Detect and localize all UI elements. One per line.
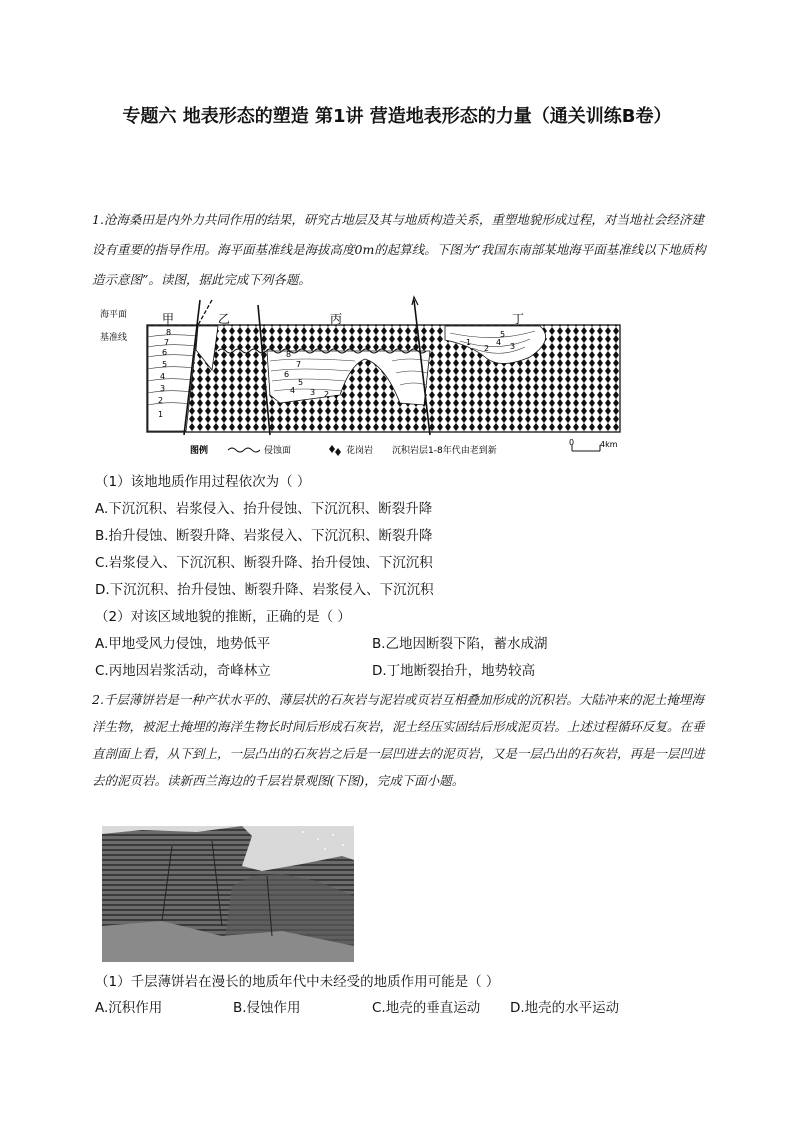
layer-number: 3 <box>160 384 166 393</box>
layer-number: 3 <box>310 388 316 397</box>
scale-zero-label: 0 <box>569 438 575 447</box>
layer-number: 4 <box>496 338 502 347</box>
granite-legend-icon <box>329 445 341 456</box>
layer-number: 8 <box>286 350 292 359</box>
pancake-rocks-photo <box>102 826 354 962</box>
scale-length-label: 4km <box>600 440 618 449</box>
layer-number: 4 <box>160 372 166 381</box>
option-1-1-b[interactable]: B.抬升侵蚀、断裂升降、岩浆侵入、下沉沉积、断裂升降 <box>95 528 433 544</box>
question-2-1: （1）千层薄饼岩在漫长的地质年代中未经受的地质作用可能是（ ） <box>95 974 500 990</box>
option-2-1-a[interactable]: A.沉积作用 <box>95 1000 163 1016</box>
option-1-2-d[interactable]: D.丁地断裂抬升，地势较高 <box>372 663 536 679</box>
layer-number: 8 <box>166 328 172 337</box>
option-2-1-d[interactable]: D.地壳的水平运动 <box>510 1000 620 1016</box>
erosion-surface-legend-icon <box>228 448 260 452</box>
option-1-1-a[interactable]: A.下沉沉积、岩浆侵入、抬升侵蚀、下沉沉积、断裂升降 <box>95 501 433 517</box>
region-label-jia: 甲 <box>162 312 175 326</box>
layer-number: 7 <box>164 338 170 347</box>
layer-number: 2 <box>324 390 330 399</box>
baseline-label: 基准线 <box>100 333 128 343</box>
option-2-1-b[interactable]: B.侵蚀作用 <box>233 1000 301 1016</box>
option-1-2-c[interactable]: C.丙地因岩浆活动，奇峰林立 <box>95 663 271 679</box>
scale-bar <box>572 445 600 451</box>
layer-number: 6 <box>284 370 290 379</box>
layer-number: 1 <box>158 410 164 419</box>
legend-granite-label: 花岗岩 <box>346 446 374 456</box>
question-1-stem: 1.沧海桑田是内外力共同作用的结果，研究古地层及其与地质构造关系，重塑地貌形成过程，对当地社会经济建设有重要的指导作用。海平面基准线是海拔高度0m的起算线。下图为“我国东南部某地海平面基准线以下地质构造示意图”。读图，据此完成下列各题。 <box>92 212 706 287</box>
layer-number: 5 <box>162 360 168 369</box>
layer-number: 5 <box>500 330 506 339</box>
question-2-stem: 2.千层薄饼岩是一种产状水平的、薄层状的石灰岩与泥岩或页岩互相叠加形成的沉积岩。大陆冲来的泥土掩埋海洋生物，被泥土掩埋的海洋生物长时间后形成石灰岩，泥土经压实固结后形成泥页岩。上述过程循环反复。在垂直剖面上看，从下到上，一层凸出的石灰岩之后是一层凹进去的泥页岩，又是一层凸出的石灰岩，再是一层凹进去的泥页岩。读新西兰海边的千层岩景观图(下图)，完成下面小题。 <box>92 692 705 788</box>
layer-number: 1 <box>466 338 472 347</box>
layer-number: 2 <box>158 396 164 405</box>
page-title: 专题六 地表形态的塑造 第1讲 营造地表形态的力量（通关训练B卷） <box>122 106 672 127</box>
layer-number: 5 <box>298 378 304 387</box>
layer-number: 3 <box>510 342 516 351</box>
layer-number: 6 <box>162 348 168 357</box>
option-1-2-b[interactable]: B.乙地因断裂下陷，蓄水成湖 <box>372 636 548 652</box>
layer-number: 2 <box>484 344 490 353</box>
region-label-ding: 丁 <box>512 312 525 326</box>
option-1-1-c[interactable]: C.岩浆侵入、下沉沉积、断裂升降、抬升侵蚀、下沉沉积 <box>95 555 433 571</box>
question-1-1: （1）该地地质作用过程依次为（ ） <box>95 474 311 490</box>
layer-number: 7 <box>296 360 302 369</box>
geologic-cross-section-figure <box>100 295 640 460</box>
question-1-2: （2）对该区域地貌的推断，正确的是（ ） <box>95 609 351 625</box>
option-1-1-d[interactable]: D.下沉沉积、抬升侵蚀、断裂升降、岩浆侵入、下沉沉积 <box>95 582 434 598</box>
option-2-1-c[interactable]: C.地壳的垂直运动 <box>372 1000 481 1016</box>
region-label-bing: 丙 <box>330 312 343 326</box>
option-1-2-a[interactable]: A.甲地受风力侵蚀，地势低平 <box>95 636 271 652</box>
region-label-yi: 乙 <box>218 312 231 326</box>
legend-erosion-label: 侵蚀面 <box>264 446 292 456</box>
sea-level-label: 海平面 <box>100 310 128 320</box>
legend-strata-label: 沉积岩层1-8年代由老到新 <box>392 446 497 456</box>
legend-title: 图例 <box>190 446 209 456</box>
layer-number: 1 <box>334 394 340 403</box>
layer-number: 4 <box>290 386 296 395</box>
